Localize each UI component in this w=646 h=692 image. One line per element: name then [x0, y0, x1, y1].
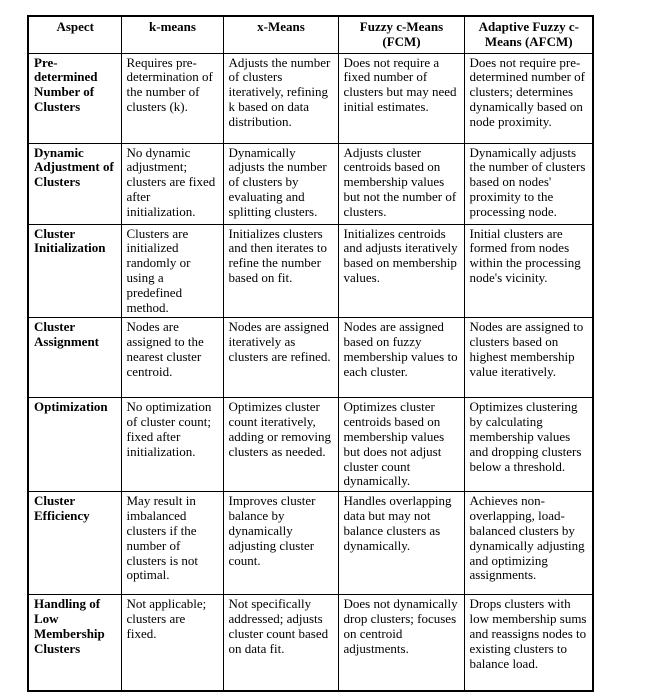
xmeans-cell: Adjusts the number of clusters iteratively, refining k based on data distribution. — [223, 53, 338, 143]
afcm-cell: Does not require pre-determined number of clusters; determines dynamically based on node proximity. — [464, 53, 593, 143]
fcm-cell: Initializes centroids and adjusts iteratively based on membership values. — [338, 224, 464, 318]
fcm-cell: Does not require a fixed number of clusters but may need initial estimates. — [338, 53, 464, 143]
table-row — [28, 224, 593, 318]
column-header-kmeans: k-means — [121, 16, 223, 53]
xmeans-cell: Improves cluster balance by dynamically adjusting cluster count. — [223, 492, 338, 595]
fcm-cell: Does not dynamically drop clusters; focuses on centroid adjustments. — [338, 595, 464, 691]
kmeans-cell: No optimization of cluster count; fixed after initialization. — [121, 398, 223, 492]
aspect-cell: Cluster Assignment — [28, 318, 121, 398]
table-container — [27, 15, 594, 692]
afcm-cell: Drops clusters with low membership sums and reassigns nodes to existing clusters to balance load. — [464, 595, 593, 691]
xmeans-cell: Initializes clusters and then iterates to refine the number based on fit. — [223, 224, 338, 318]
column-header-fcm: Fuzzy c-Means (FCM) — [338, 16, 464, 53]
fcm-cell: Adjusts cluster centroids based on membership values but not the number of clusters. — [338, 143, 464, 224]
table-row — [28, 318, 593, 398]
fcm-cell: Handles overlapping data but may not balance clusters as dynamically. — [338, 492, 464, 595]
afcm-cell: Dynamically adjusts the number of clusters based on nodes' proximity to the processing node. — [464, 143, 593, 224]
aspect-cell: Dynamic Adjustment of Clusters — [28, 143, 121, 224]
table-row — [28, 398, 593, 492]
aspect-cell: Cluster Initialization — [28, 224, 121, 318]
fcm-cell: Optimizes cluster centroids based on membership values but does not adjust cluster count dynamically. — [338, 398, 464, 492]
afcm-cell: Optimizes clustering by calculating membership values and dropping clusters below a threshold. — [464, 398, 593, 492]
header-row — [28, 16, 593, 53]
xmeans-cell: Optimizes cluster count iteratively, adding or removing clusters as needed. — [223, 398, 338, 492]
kmeans-cell: Not applicable; clusters are fixed. — [121, 595, 223, 691]
aspect-cell: Cluster Efficiency — [28, 492, 121, 595]
afcm-cell: Initial clusters are formed from nodes within the processing node's vicinity. — [464, 224, 593, 318]
kmeans-cell: No dynamic adjustment; clusters are fixed after initialization. — [121, 143, 223, 224]
aspect-cell: Pre-determined Number of Clusters — [28, 53, 121, 143]
clustering-comparison-table — [27, 15, 594, 692]
kmeans-cell: Nodes are assigned to the nearest cluster centroid. — [121, 318, 223, 398]
table-row — [28, 492, 593, 595]
column-header-afcm: Adaptive Fuzzy c-Means (AFCM) — [464, 16, 593, 53]
kmeans-cell: Clusters are initialized randomly or using a predefined method. — [121, 224, 223, 318]
fcm-cell: Nodes are assigned based on fuzzy membership values to each cluster. — [338, 318, 464, 398]
column-header-aspect: Aspect — [28, 16, 121, 53]
kmeans-cell: Requires pre-determination of the number of clusters (k). — [121, 53, 223, 143]
afcm-cell: Achieves non-overlapping, load-balanced clusters by dynamically adjusting and optimizing assignments. — [464, 492, 593, 595]
table-row — [28, 53, 593, 143]
aspect-cell: Handling of Low Membership Clusters — [28, 595, 121, 691]
table-row — [28, 595, 593, 691]
kmeans-cell: May result in imbalanced clusters if the number of clusters is not optimal. — [121, 492, 223, 595]
xmeans-cell: Dynamically adjusts the number of clusters by evaluating and splitting clusters. — [223, 143, 338, 224]
table-row — [28, 143, 593, 224]
aspect-cell: Optimization — [28, 398, 121, 492]
xmeans-cell: Nodes are assigned iteratively as clusters are refined. — [223, 318, 338, 398]
column-header-xmeans: x-Means — [223, 16, 338, 53]
afcm-cell: Nodes are assigned to clusters based on highest membership value iteratively. — [464, 318, 593, 398]
xmeans-cell: Not specifically addressed; adjusts cluster count based on data fit. — [223, 595, 338, 691]
